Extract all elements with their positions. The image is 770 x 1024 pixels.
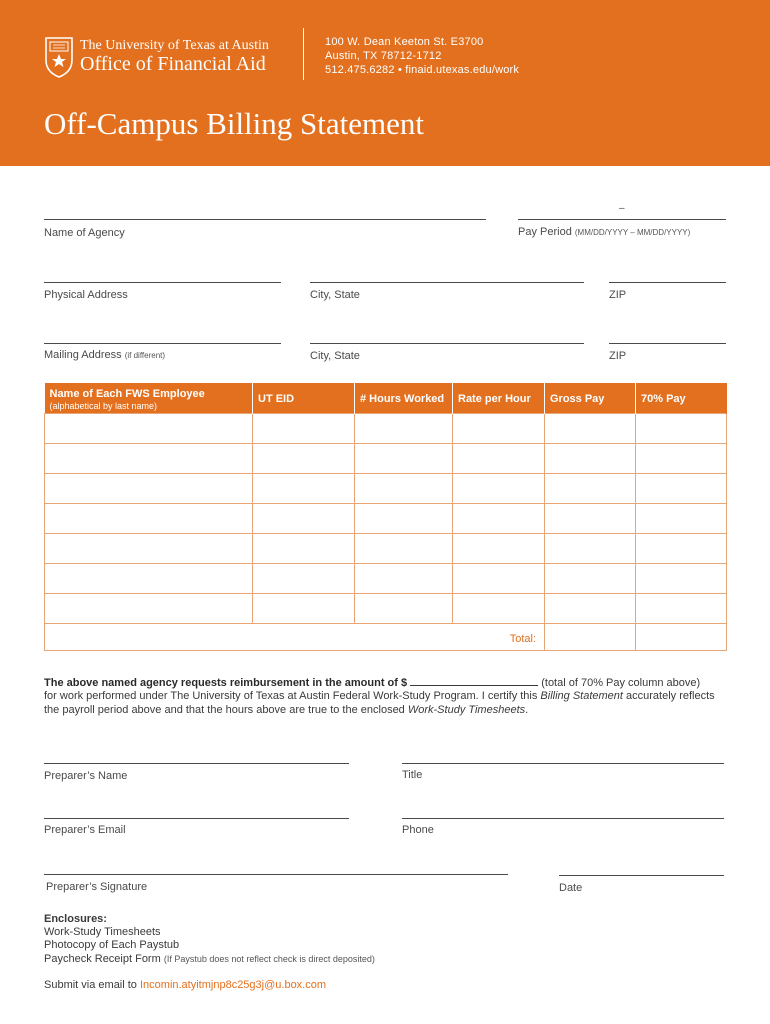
- table-cell[interactable]: [545, 563, 636, 593]
- table-header-row: [45, 383, 727, 413]
- city-state-field-1[interactable]: [310, 282, 584, 283]
- certification-line-2: [44, 690, 715, 702]
- certification-line-3-em: Work-Study Timesheets: [407, 704, 526, 716]
- university-name: The University of Texas at Austin: [80, 38, 269, 53]
- table-cell[interactable]: [636, 563, 727, 593]
- date-field[interactable]: [559, 875, 724, 876]
- col-header-70pay: 70% Pay: [636, 383, 727, 413]
- table-cell[interactable]: [636, 503, 727, 533]
- table-cell[interactable]: [355, 443, 453, 473]
- table-cell[interactable]: [355, 413, 453, 443]
- employee-table: [44, 383, 727, 651]
- col-header-hours: # Hours Worked: [355, 383, 453, 413]
- table-cell[interactable]: [45, 593, 253, 623]
- table-cell[interactable]: [45, 473, 253, 503]
- phone-label: Phone: [402, 824, 434, 836]
- table-cell[interactable]: [545, 593, 636, 623]
- city-state-field-2[interactable]: [310, 343, 584, 344]
- col-header-employee-sub: (alphabetical by last name): [49, 401, 158, 411]
- pay-period-format: (MM/DD/YYYY – MM/DD/YYYY): [574, 228, 691, 237]
- certification-line-1: [44, 676, 700, 689]
- page-title: Off-Campus Billing Statement: [44, 106, 425, 141]
- table-cell[interactable]: [636, 533, 727, 563]
- table-cell[interactable]: [45, 443, 253, 473]
- table-cell[interactable]: [636, 593, 727, 623]
- mailing-address-text: Mailing Address: [44, 349, 122, 361]
- enclosure-item-paystub: Photocopy of Each Paystub: [44, 939, 180, 951]
- table-row: [45, 503, 727, 533]
- table-cell[interactable]: [253, 593, 355, 623]
- city-state-label-1: City, State: [310, 289, 360, 301]
- date-label: Date: [559, 882, 583, 894]
- agency-name-label: Name of Agency: [44, 227, 125, 239]
- enclosure-item-receipt-note: (If Paystub does not reflect check is direct deposited): [163, 954, 375, 964]
- certification-line-2-a: for work performed under The University of Texas at Austin Federal Work-Study Program. I certify this: [44, 690, 541, 702]
- col-header-employee-label: Name of Each FWS Employee: [49, 388, 205, 400]
- preparer-email-label: Preparer’s Email: [44, 824, 126, 836]
- total-gross-cell[interactable]: [545, 623, 636, 650]
- certification-line-3: [44, 704, 528, 716]
- total-70pay-cell[interactable]: [636, 623, 727, 650]
- table-cell[interactable]: [545, 443, 636, 473]
- table-row: [45, 593, 727, 623]
- reimbursement-note: (total of 70% Pay column above): [541, 677, 701, 689]
- enclosures-heading: Enclosures:: [44, 913, 107, 925]
- preparer-email-field[interactable]: [44, 818, 349, 819]
- preparer-name-field[interactable]: [44, 763, 349, 764]
- col-header-employee: [45, 383, 253, 413]
- mailing-address-field[interactable]: [44, 343, 281, 344]
- agency-name-field[interactable]: [44, 219, 486, 220]
- certification-line-2-em: Billing Statement: [540, 690, 623, 702]
- pay-period-text: Pay Period: [518, 226, 572, 238]
- table-cell[interactable]: [545, 533, 636, 563]
- table-cell[interactable]: [545, 473, 636, 503]
- title-field[interactable]: [402, 763, 724, 764]
- address-line-2: Austin, TX 78712-1712: [325, 50, 442, 62]
- physical-address-label: Physical Address: [44, 289, 128, 301]
- table-row: [45, 563, 727, 593]
- table-cell[interactable]: [45, 533, 253, 563]
- table-cell[interactable]: [45, 563, 253, 593]
- preparer-name-label: Preparer’s Name: [44, 770, 128, 782]
- office-name: Office of Financial Aid: [80, 53, 266, 75]
- table-row: [45, 473, 727, 503]
- certification-line-2-b: accurately reflects: [622, 690, 715, 702]
- phone-field[interactable]: [402, 818, 724, 819]
- zip-field-2[interactable]: [609, 343, 726, 344]
- enclosure-item-receipt: [44, 953, 375, 965]
- reimbursement-amount-field[interactable]: [410, 676, 538, 686]
- table-cell[interactable]: [545, 413, 636, 443]
- submit-prefix: Submit via email to: [44, 979, 140, 991]
- ut-seal-icon: [44, 36, 74, 78]
- table-cell[interactable]: [453, 443, 545, 473]
- mailing-address-label: [44, 349, 165, 361]
- table-cell[interactable]: [545, 503, 636, 533]
- table-cell[interactable]: [636, 443, 727, 473]
- city-state-label-2: City, State: [310, 350, 360, 362]
- table-cell[interactable]: [253, 533, 355, 563]
- table-cell[interactable]: [453, 413, 545, 443]
- address-line-1: 100 W. Dean Keeton St. E3700: [325, 36, 484, 48]
- physical-address-field[interactable]: [44, 282, 281, 283]
- title-label: Title: [402, 769, 423, 781]
- total-row: [45, 623, 727, 650]
- pay-period-dash: –: [619, 203, 625, 214]
- certification-line-3-b: .: [525, 704, 529, 716]
- table-cell[interactable]: [355, 593, 453, 623]
- col-header-uteid: UT EID: [253, 383, 355, 413]
- col-header-rate: Rate per Hour: [453, 383, 545, 413]
- table-cell[interactable]: [253, 563, 355, 593]
- table-cell[interactable]: [253, 413, 355, 443]
- table-cell[interactable]: [453, 533, 545, 563]
- table-cell[interactable]: [355, 563, 453, 593]
- header-divider: [303, 28, 304, 80]
- submit-instruction: [44, 979, 326, 991]
- pay-period-label: [518, 226, 690, 238]
- table-row: [45, 413, 727, 443]
- table-cell[interactable]: [453, 563, 545, 593]
- zip-field-1[interactable]: [609, 282, 726, 283]
- col-header-gross: Gross Pay: [545, 383, 636, 413]
- address-line-3: 512.475.6282 • finaid.utexas.edu/work: [325, 64, 520, 76]
- table-row: [45, 443, 727, 473]
- table-cell[interactable]: [453, 473, 545, 503]
- table-cell[interactable]: [355, 473, 453, 503]
- zip-label-2: ZIP: [609, 350, 627, 362]
- zip-label-1: ZIP: [609, 289, 627, 301]
- enclosure-item-timesheets: Work-Study Timesheets: [44, 926, 161, 938]
- pay-period-field[interactable]: [518, 219, 726, 220]
- table-cell[interactable]: [453, 503, 545, 533]
- enclosure-item-receipt-text: Paycheck Receipt Form: [44, 953, 161, 965]
- table-cell[interactable]: [355, 503, 453, 533]
- certification-line-3-a: the payroll period above and that the hours above are true to the enclosed: [44, 704, 408, 716]
- table-cell[interactable]: [45, 503, 253, 533]
- table-cell[interactable]: [45, 413, 253, 443]
- table-row: [45, 533, 727, 563]
- table-cell[interactable]: [636, 473, 727, 503]
- table-cell[interactable]: [253, 473, 355, 503]
- reimbursement-request-text: The above named agency requests reimbursement in the amount of $: [44, 677, 408, 689]
- table-cell[interactable]: [355, 533, 453, 563]
- table-cell[interactable]: [253, 443, 355, 473]
- submit-email-link[interactable]: Incomin.atyitmjnp8c25g3j@u.box.com: [139, 979, 327, 991]
- table-cell[interactable]: [253, 503, 355, 533]
- preparer-signature-label: Preparer’s Signature: [46, 881, 148, 893]
- preparer-signature-field[interactable]: [44, 874, 508, 875]
- mailing-address-note: (if different): [124, 351, 166, 360]
- table-cell[interactable]: [636, 413, 727, 443]
- header-banner: [0, 0, 770, 166]
- table-cell[interactable]: [453, 593, 545, 623]
- total-label: Total:: [45, 623, 545, 650]
